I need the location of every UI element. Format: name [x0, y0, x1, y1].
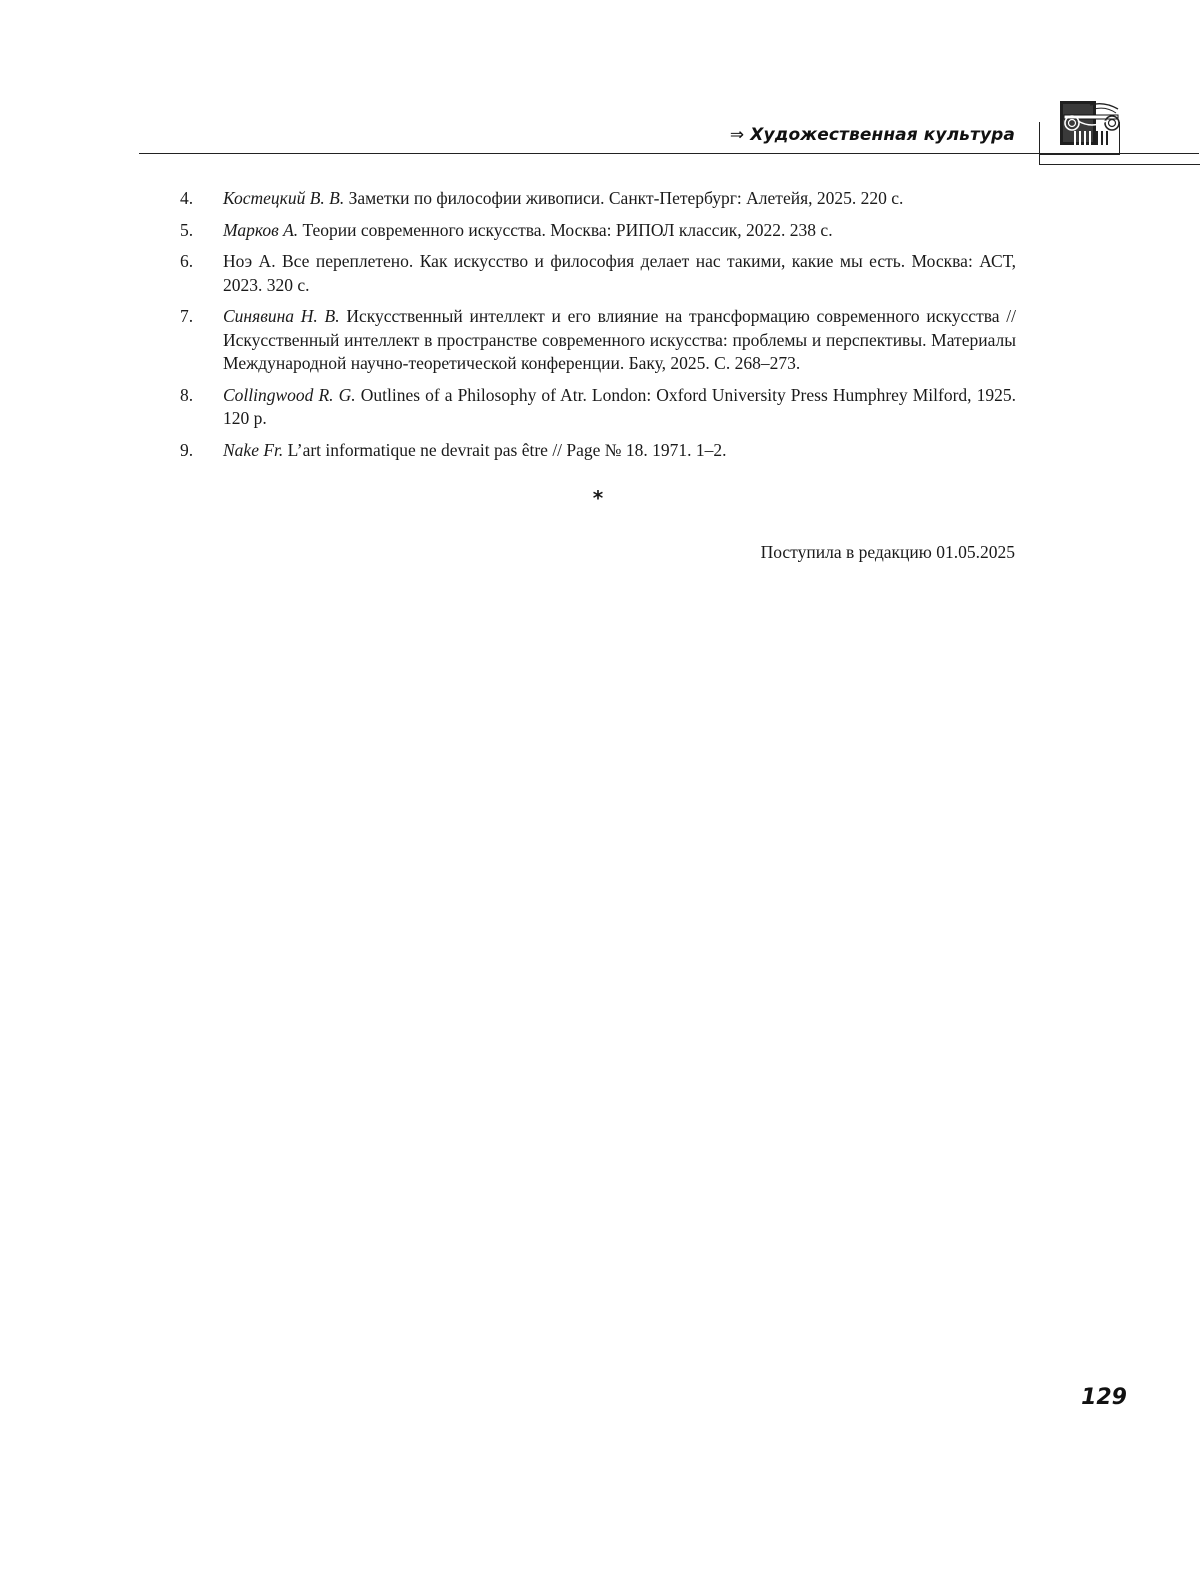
section-separator: * [592, 486, 604, 510]
reference-author: Collingwood R. G. [223, 384, 356, 405]
reference-text: L’art informatique ne devrait pas être // Page № 18. 1971. 1–2. [283, 439, 727, 460]
reference-number: 4. [180, 188, 194, 208]
reference-item [180, 305, 1016, 376]
reference-text: Теории современного искусства. Москва: РИПОЛ классик, 2022. 238 с. [298, 219, 833, 240]
reference-text: Искусственный интеллект и его влияние на трансформацию современного искусства // Искусственный интеллект в пространстве современного искусства: проблемы и перспективы. Материалы Международной научно-теоретической конференции. Баку, 2025. С. 268–273. [223, 306, 1016, 373]
reference-number: 5. [180, 219, 194, 240]
reference-author: Марков А. [223, 219, 299, 240]
reference-text: Outlines of a Philosophy of Atr. London: Oxford University Press Humphrey Milford, 1925. 120 p. [223, 384, 1016, 428]
reference-item [180, 187, 1016, 211]
reference-item [180, 219, 1016, 243]
arrow-icon: ⇒ [729, 125, 745, 145]
reference-item [180, 384, 1016, 431]
reference-item [180, 250, 1016, 297]
reference-author: Nake Fr. [223, 439, 284, 460]
reference-number: 6. [180, 251, 194, 271]
received-date-note: Поступила в редакцию 01.05.2025 [760, 542, 1015, 562]
column-capital-logo-icon [1060, 101, 1126, 147]
reference-number: 7. [180, 306, 194, 326]
section-title: Художественная культура [750, 125, 1015, 145]
reference-text: Ноэ А. Все переплетено. Как искусство и философия делает нас такими, какие мы есть. Москва: АСТ, 2023. 320 с. [223, 251, 1016, 295]
reference-number: 8. [180, 384, 194, 405]
page-number: 129 [1081, 1385, 1127, 1410]
running-header [730, 125, 1015, 145]
reference-text: Заметки по философии живописи. Санкт-Петербург: Алетейя, 2025. 220 с. [344, 188, 904, 208]
reference-number: 9. [180, 439, 194, 460]
reference-list [180, 187, 1016, 470]
reference-item [180, 439, 1016, 463]
reference-author: Синявина Н. В. [223, 306, 340, 326]
reference-author: Костецкий В. В. [223, 188, 345, 208]
